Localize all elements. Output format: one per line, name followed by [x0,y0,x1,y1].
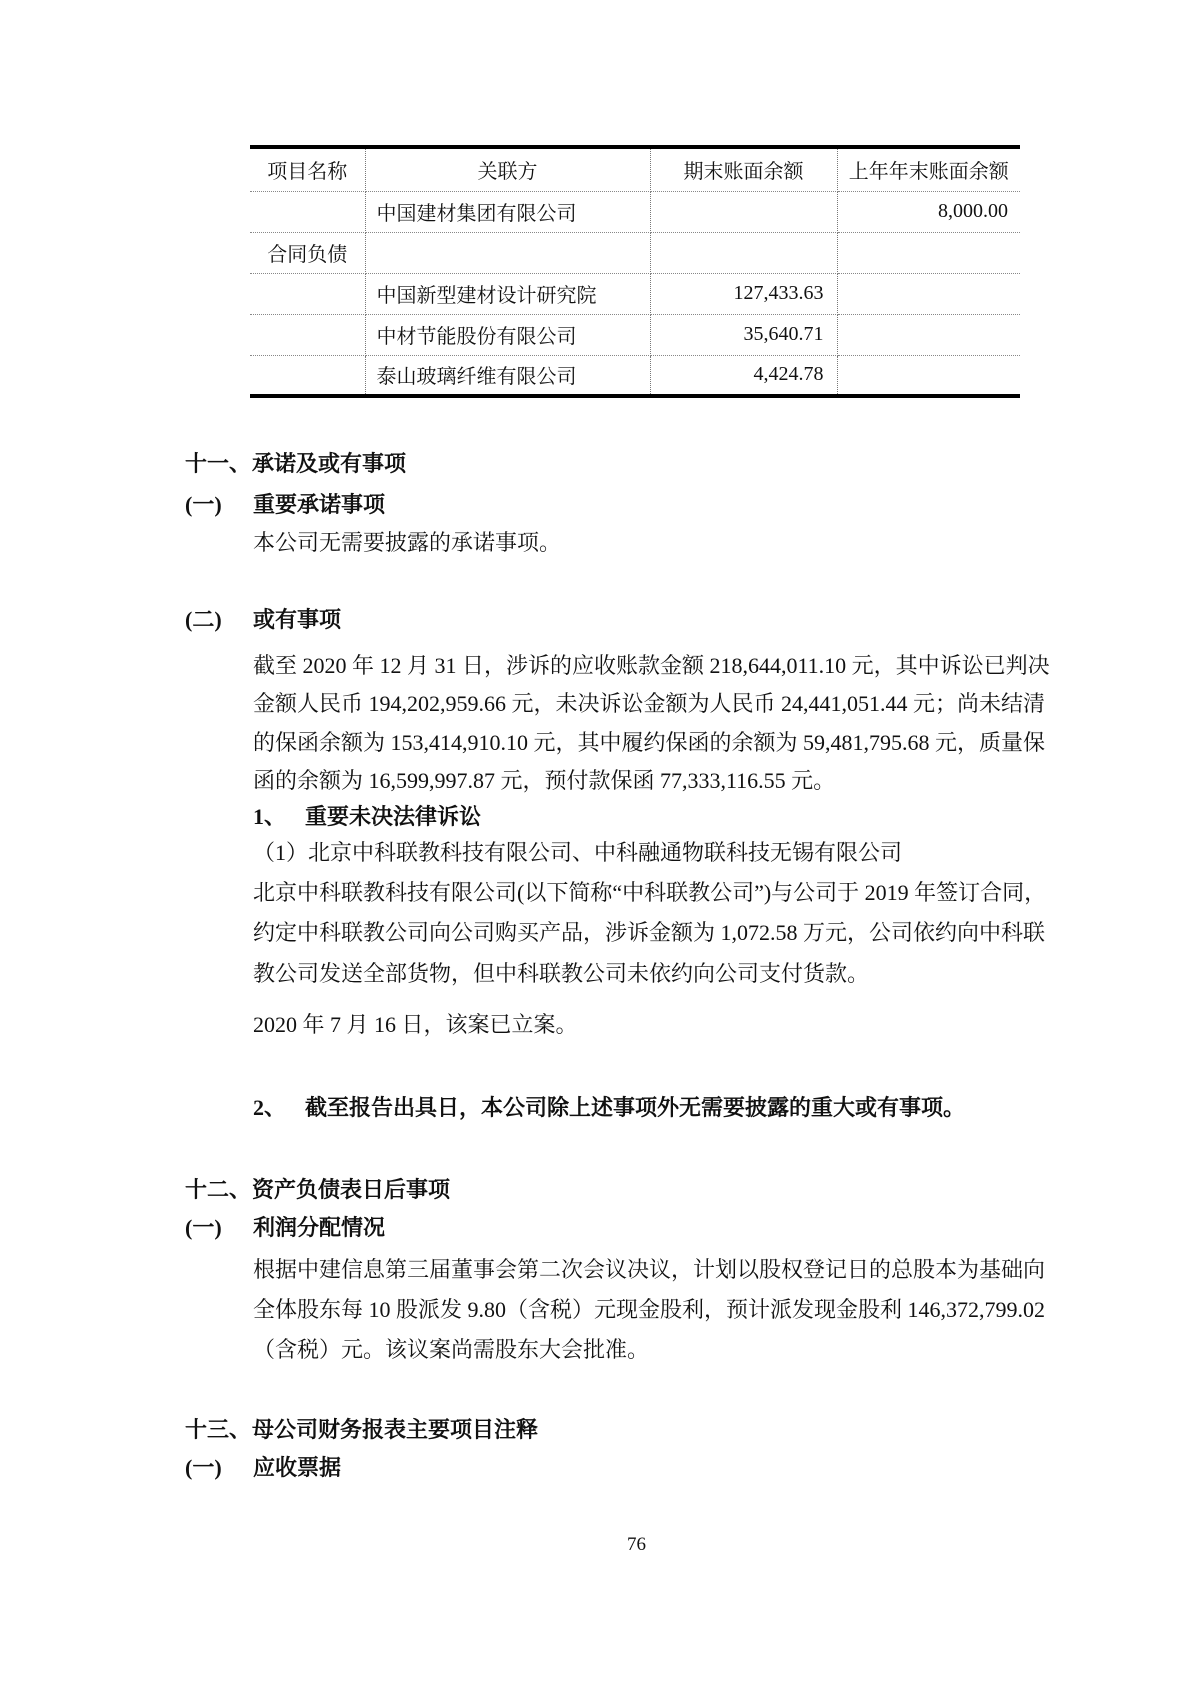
section-11-number: 十一、 [185,451,252,476]
litigation-line: 约定中科联教公司向公司购买产品，涉诉金额为 1,072.58 万元，公司依约向中科联 [253,920,1046,945]
section-12-heading [185,1171,450,1209]
section-12-1-title: 利润分配情况 [253,1215,386,1240]
profit-distribution-line: 全体股东每 10 股派发 9.80（含税）元现金股利，预计派发现金股利 146,372,799.02 [253,1297,1046,1322]
header-prior-year-balance: 上年年末账面余额 [837,147,1020,191]
contingency-paragraph-line: 金额人民币 194,202,959.66 元，未决诉讼金额为人民币 24,441,051.44 元；尚未结清 [253,691,1046,716]
cell-related-party: 中材节能股份有限公司 [365,314,650,355]
section-13-1-heading [185,1449,341,1487]
cell-item-name [250,355,365,396]
section-11-2-title: 或有事项 [253,607,342,632]
litigation-line: （1）北京中科联教科技有限公司、中科融通物联科技无锡有限公司 [253,840,903,865]
cell-ending-balance [650,232,837,273]
section-11-2-number: (二) [185,607,222,632]
cell-ending-balance: 4,424.78 [650,355,837,396]
section-13-title: 母公司财务报表主要项目注释 [252,1417,539,1442]
cell-prior-year-balance [837,355,1020,396]
cell-item-name [250,191,365,232]
cell-related-party: 中国建材集团有限公司 [365,191,650,232]
section-11-1-body: 本公司无需要披露的承诺事项。 [253,530,562,555]
cell-ending-balance: 35,640.71 [650,314,837,355]
profit-distribution-line: （含税）元。该议案尚需股东大会批准。 [253,1337,650,1362]
header-ending-balance: 期末账面余额 [650,147,837,191]
litigation-line: 教公司发送全部货物，但中科联教公司未依约向公司支付货款。 [253,961,870,986]
section-11-1-title: 重要承诺事项 [253,492,386,517]
section-11-1-number: (一) [185,492,222,517]
cell-ending-balance [650,191,837,232]
section-13-1-number: (一) [185,1455,222,1480]
section-12-number: 十二、 [185,1177,252,1202]
cell-item-name [250,314,365,355]
cell-prior-year-balance [837,273,1020,314]
litigation-item-title: 重要未决法律诉讼 [305,804,482,829]
cell-related-party: 泰山玻璃纤维有限公司 [365,355,650,396]
no-other-contingency-heading [253,1089,965,1127]
cell-item-name: 合同负债 [250,232,365,273]
section-11-title: 承诺及或有事项 [252,451,407,476]
section-12-1-number: (一) [185,1215,222,1240]
section-13-heading [185,1411,538,1449]
section-11-1-heading [185,486,385,524]
litigation-item-heading [253,798,481,836]
litigation-line: 北京中科联教科技有限公司(以下简称“中科联教公司”)与公司于 2019 年签订合同， [253,880,1047,905]
cell-prior-year-balance [837,314,1020,355]
contingency-paragraph-line: 函的余额为 16,599,997.87 元，预付款保函 77,333,116.55 元。 [253,768,836,793]
table-row [250,314,1020,355]
section-12-1-heading [185,1209,385,1247]
header-related-party: 关联方 [365,147,650,191]
litigation-line: 2020 年 7 月 16 日，该案已立案。 [253,1012,578,1037]
cell-item-name [250,273,365,314]
table-row [250,191,1020,232]
contingency-paragraph-line: 截至 2020 年 12 月 31 日，涉诉的应收账款金额 218,644,011.10 元，其中诉讼已判决 [253,653,1050,678]
page-number: 76 [627,1534,646,1555]
related-party-table [250,145,1020,398]
table-row [250,232,1020,273]
cell-related-party [365,232,650,273]
section-11-heading [185,445,406,483]
cell-prior-year-balance: 8,000.00 [837,191,1020,232]
cell-ending-balance: 127,433.63 [650,273,837,314]
no-other-contingency-title: 截至报告出具日，本公司除上述事项外无需要披露的重大或有事项。 [305,1095,966,1120]
section-11-2-heading [185,601,341,639]
section-13-number: 十三、 [185,1417,252,1442]
profit-distribution-line: 根据中建信息第三届董事会第二次会议决议，计划以股权登记日的总股本为基础向 [253,1257,1046,1282]
cell-related-party: 中国新型建材设计研究院 [365,273,650,314]
table-header-row [250,147,1020,191]
table-row [250,355,1020,396]
cell-prior-year-balance [837,232,1020,273]
section-13-1-title: 应收票据 [253,1455,342,1480]
no-other-contingency-number: 2、 [253,1095,287,1120]
header-item-name: 项目名称 [250,147,365,191]
table-row [250,273,1020,314]
litigation-item-number: 1、 [253,804,287,829]
contingency-paragraph-line: 的保函余额为 153,414,910.10 元，其中履约保函的余额为 59,481,795.68 元，质量保 [253,730,1046,755]
section-12-title: 资产负债表日后事项 [252,1177,451,1202]
